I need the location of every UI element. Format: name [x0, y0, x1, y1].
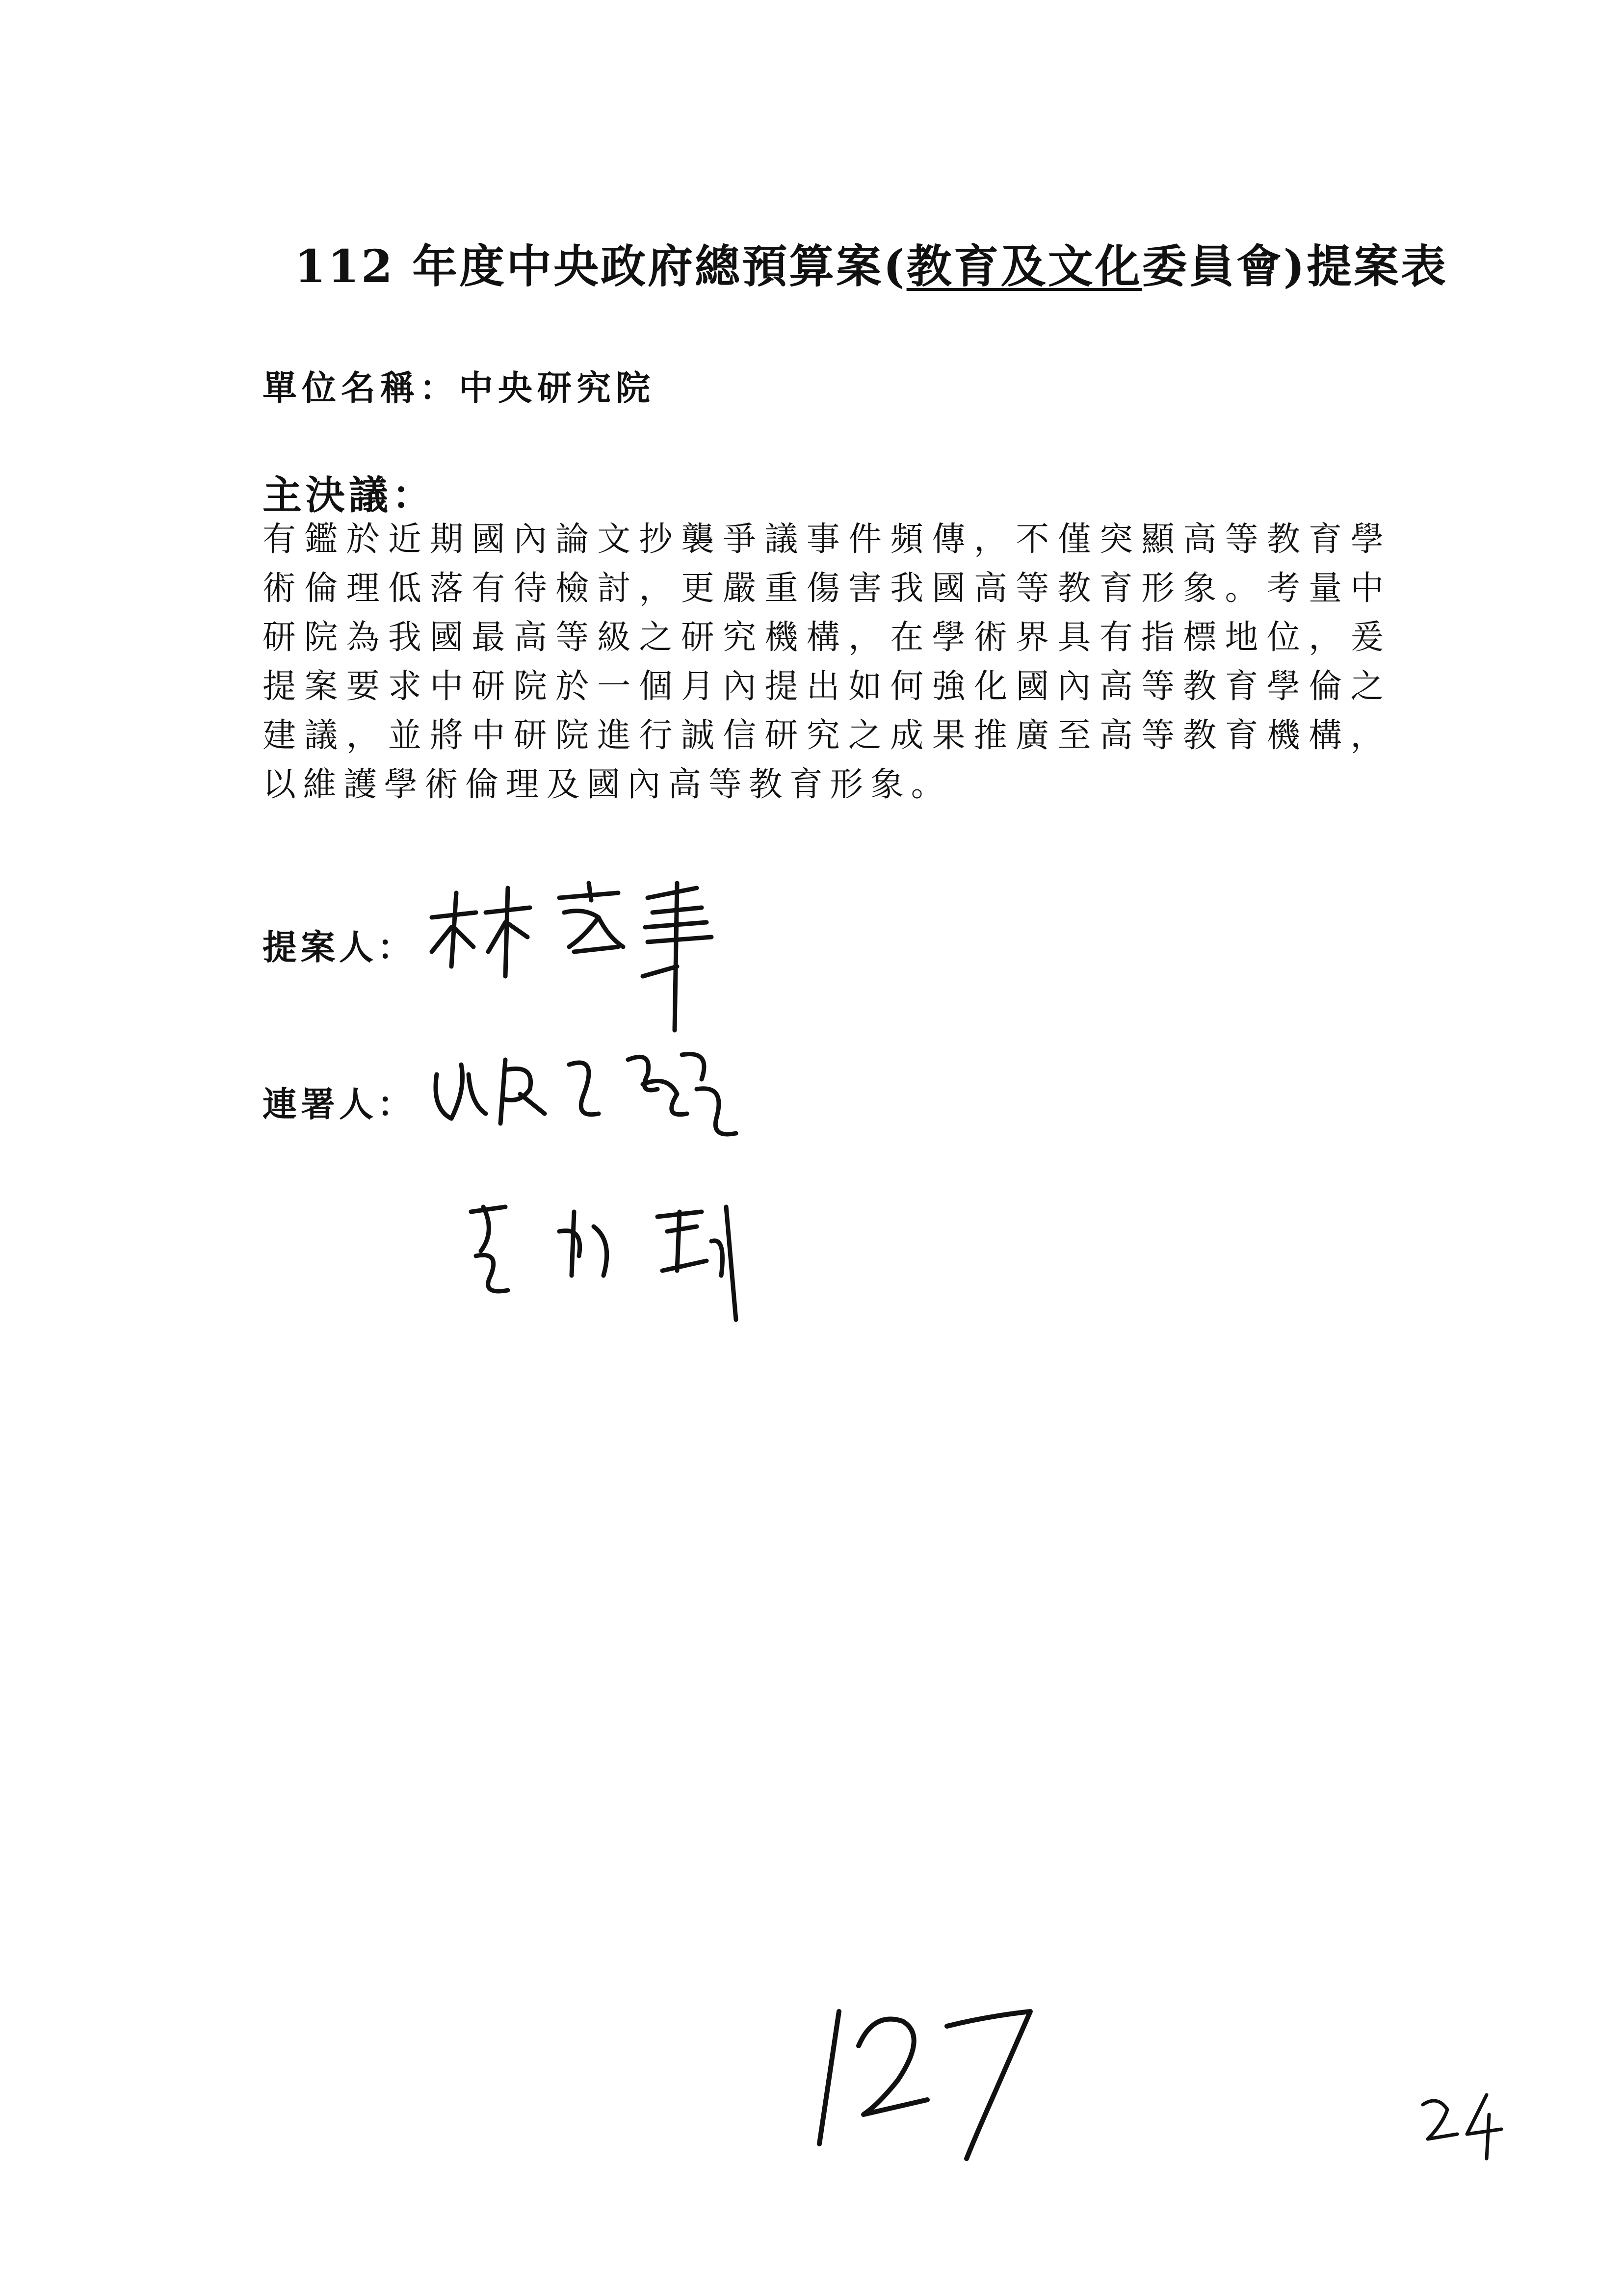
resolution-body: 有鑑於近期國內論文抄襲爭議事件頻傳，不僅突顯高等教育學術倫理低落有待檢討，更嚴重傷害我國高等教育形象。考量中研院為我國最高等級之研究機構，在學術界具有指標地位，爰提案要求中研院於一個月內提出如何強化國內高等教育學倫之建議，並將中研院進行誠信研究之成果推廣至高等教育機構，以維護學術倫理及國內高等教育形象。	[262, 520, 1391, 804]
cosigner-label: 連署人：	[262, 1084, 416, 1124]
unit-label: 單位名稱：	[262, 367, 459, 408]
title-suffix: 委員會)提案表	[1142, 240, 1448, 293]
title-prefix: 112 年度中央政府總預算案(	[294, 240, 907, 293]
cosigner-signature-1	[422, 1020, 824, 1168]
cosigner-signature-2	[461, 1177, 814, 1334]
unit-name: 中央研究院	[459, 367, 655, 408]
handwritten-number	[800, 1992, 1074, 2170]
unit-line	[262, 361, 655, 410]
page-mark	[1413, 2085, 1511, 2166]
page-title	[294, 231, 1448, 295]
proposer-label: 提案人：	[262, 927, 416, 967]
resolution-heading: 主決議：	[262, 472, 435, 518]
title-committee: 教育及文化	[906, 240, 1142, 293]
